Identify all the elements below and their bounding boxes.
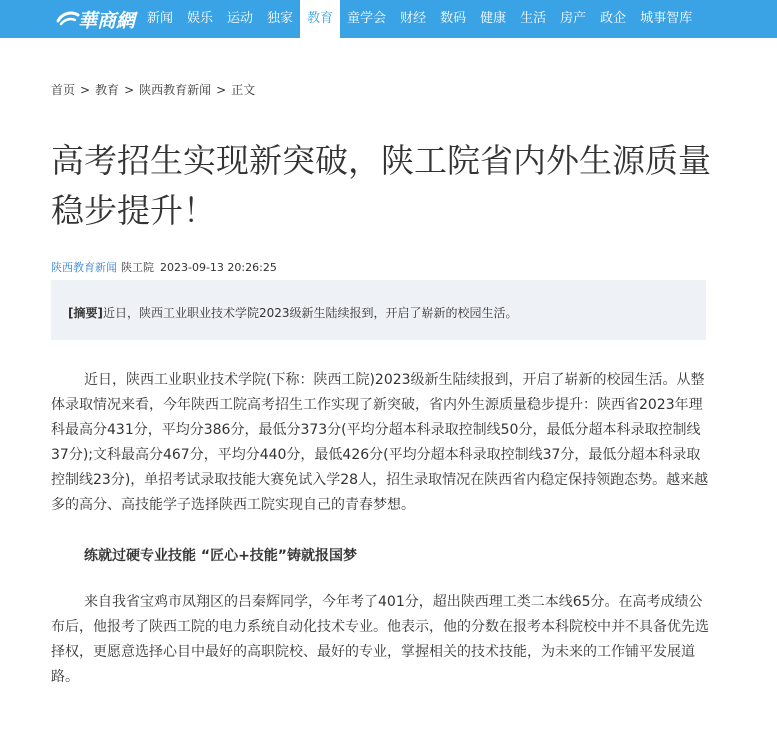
article-paragraph: 近日，陕西工业职业技术学院(下称：陕西工院)2023级新生陆续报到，开启了崭新的校园生活。从整体录取情况来看，今年陕西工院高考招生工作实现了新突破，省内外生源质量稳步提升：陕西省2023年理科最高分431分，平均分386分，最低分373分(平均分超本科录取控制线50分，最低分超本科录取控制线37分);文科最高分467分，平均分440分，最低426分(平均分超本科录取控制线37分，最低分超本科录取控制线23分)，单招考试录取技能大赛免试入学28人，招生录取情况在陕西省内稳定保持领跑态势。越来越多的高分、高技能学子选择陕西工院实现自己的青春梦想。 — [51, 372, 709, 513]
article-meta — [51, 259, 277, 275]
article-body — [51, 368, 711, 690]
top-nav-bar — [0, 0, 777, 38]
nav-item-11[interactable]: 政企 — [600, 11, 627, 26]
breadcrumb-separator: > — [124, 83, 135, 97]
article-author: 陕工院 — [121, 261, 154, 274]
nav-item-6[interactable]: 财经 — [400, 11, 427, 26]
breadcrumb-shaanxi-education-news[interactable]: 陕西教育新闻 — [139, 83, 212, 97]
nav-item-10[interactable]: 房产 — [560, 11, 587, 26]
article-datetime: 2023-09-13 20:26:25 — [160, 261, 277, 274]
logo-swoosh-icon — [56, 9, 80, 29]
nav-item-3[interactable]: 独家 — [267, 11, 294, 26]
nav-item-9[interactable]: 生活 — [520, 11, 547, 26]
breadcrumb — [51, 81, 255, 98]
nav-item-4[interactable]: 教育 — [300, 0, 340, 38]
summary-label: [摘要] — [68, 306, 103, 320]
nav-item-5[interactable]: 童学会 — [347, 11, 387, 26]
summary-text: 近日，陕西工业职业技术学院2023级新生陆续报到，开启了崭新的校园生活。 — [102, 306, 518, 320]
logo-text: 華商網 — [78, 9, 136, 32]
nav-item-12[interactable]: 城事智库 — [640, 11, 693, 26]
breadcrumb-home[interactable]: 首页 — [51, 83, 76, 97]
article-subheading: 练就过硬专业技能 “匠心+技能”铸就报国梦 — [84, 548, 358, 564]
breadcrumb-separator: > — [80, 83, 91, 97]
nav-menu — [140, 0, 699, 38]
nav-item-0[interactable]: 新闻 — [147, 11, 174, 26]
nav-item-8[interactable]: 健康 — [480, 11, 507, 26]
breadcrumb-education[interactable]: 教育 — [95, 83, 120, 97]
nav-item-2[interactable]: 运动 — [227, 11, 254, 26]
site-logo[interactable] — [0, 0, 140, 38]
nav-item-1[interactable]: 娱乐 — [187, 11, 214, 26]
article-summary — [51, 280, 706, 340]
nav-item-7[interactable]: 数码 — [440, 11, 467, 26]
article-source-link[interactable]: 陕西教育新闻 — [51, 261, 117, 274]
breadcrumb-current: 正文 — [231, 83, 256, 97]
article-title: 高考招生实现新突破，陕工院省内外生源质量稳步提升！ — [51, 141, 711, 230]
breadcrumb-separator: > — [216, 83, 227, 97]
article-paragraph: 来自我省宝鸡市凤翔区的吕秦辉同学，今年考了401分，超出陕西理工类二本线65分。在高考成绩公布后，他报考了陕西工院的电力系统自动化技术专业。他表示，他的分数在报考本科院校中并不具备优先选择权，更愿意选择心目中最好的高职院校、最好的专业，掌握相关的技术技能，为未来的工作铺平发展道路。 — [51, 594, 709, 685]
